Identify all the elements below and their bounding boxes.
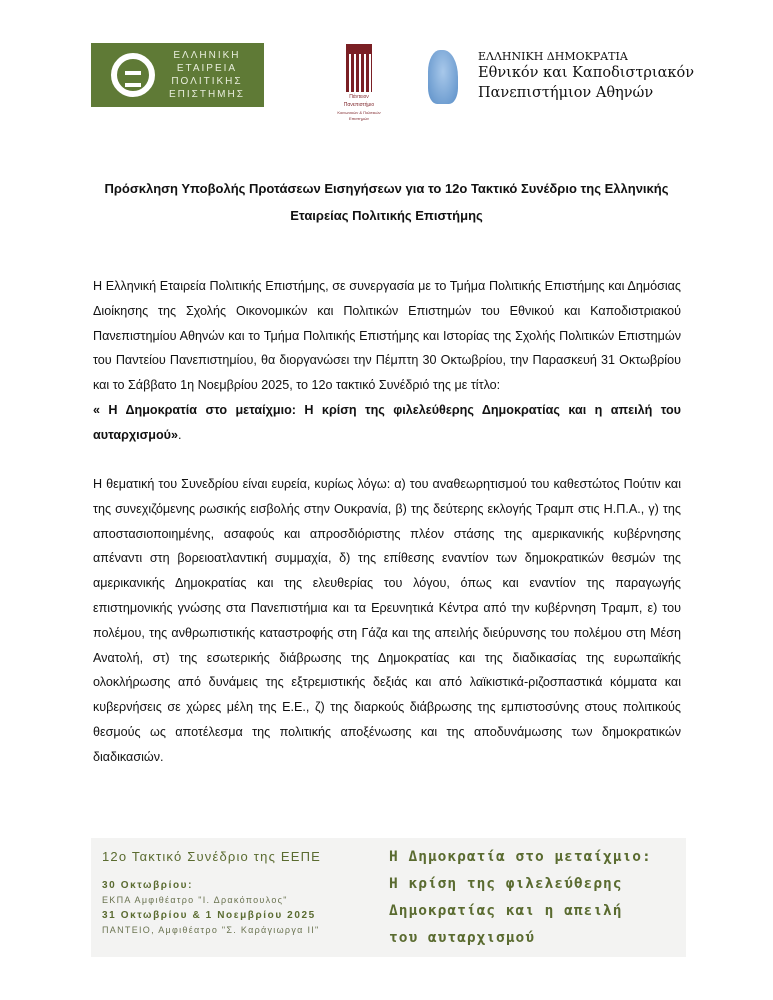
logo-line: Πάντειον — [349, 94, 369, 100]
themes-paragraph: Η θεματική του Συνεδρίου είναι ευρεία, κυρίως λόγω: α) του αναθεωρητισμού του καθεστώτος Πούτιν και της συνεχιζόμενης ρωσικής εισβολής στην Ουκρανία, β) της δεύτερης εκλογής Τραμπ στις Η.Π.Α., γ) της αποστασιοποιημένης, ασαφούς και απροσδιόριστης πλέον στάσης της αμερικανικής κυβέρνησης απέναντι στη βορειοατλαντική συμμαχία, δ) της επίθεσης εναντίον των δημοκρατικών θεσμών της αμερικανικής Δημοκρατίας και της ελευθερίας του λόγου, όπως και εναντίον της παραγωγής επιστημονικής γνώσης στα Πανεπιστήμια και τα Ερευνητικά Κέντρα από την κυβέρνηση Τραμπ, ε) του πολέμου, της ανθρωπιστικής καταστροφής στη Γάζα και της απειλής διεύρυνσης του πολέμου στη Μέση Ανατολή, στ) της εσωτερικής διάβρωσης της Δημοκρατίας και της διαδικασίας της ευρωπαϊκής ολοκλήρωσης από δυνάμεις της εξτρεμιστικής δεξιάς και από λαϊκιστικά-ριζοσπαστικά κόμματα και κυβερνήσεις σε χώρες μέλη της Ε.Ε., ζ) της διαρκούς διάβρωσης της εμπιστοσύνης στους πολιτικούς θεσμούς ως αποτέλεσμα της πολιτικής αποξένωσης και της αποδυνάμωσης των δημοκρατικών διαδικασιών. — [93, 477, 681, 764]
panteion-logo — [328, 44, 390, 122]
intro-paragraph — [93, 274, 681, 448]
theme-line: Δημοκρατίας και η απειλή — [389, 903, 623, 919]
logo-line: ΕΠΙΣΤΗΜΗΣ — [169, 89, 245, 100]
eepe-logo — [91, 43, 264, 107]
logo-line: Εθνικόν και Καποδιστριακόν — [478, 65, 695, 81]
banner-theme — [389, 844, 684, 952]
panteion-emblem-icon — [346, 44, 372, 92]
athena-head-icon — [428, 50, 458, 104]
theme-line: του αυταρχισμού — [389, 930, 535, 946]
banner-venue: ΕΚΠΑ Αμφιθέατρο "Ι. Δρακόπουλος" — [102, 895, 288, 905]
conference-title: « Η Δημοκρατία στο μεταίχμιο: Η κρίση της φιλελεύθερης Δημοκρατίας και η απειλή του αυταρχισμού» — [93, 402, 681, 442]
document-title: Πρόσκληση Υποβολής Προτάσεων Εισηγήσεων για το 12ο Τακτικό Συνέδριο της Ελληνικής Εταιρείας Πολιτικής Επιστήμης — [104, 181, 669, 223]
eepe-logo-text — [169, 49, 245, 101]
banner-heading: 12ο Τακτικό Συνέδριο της ΕΕΠΕ — [102, 849, 322, 864]
theme-line: Η κρίση της φιλελεύθερης — [389, 876, 623, 892]
ekpa-logo — [428, 50, 694, 104]
logo-line: ΕΤΑΙΡΕΙΑ — [176, 63, 238, 74]
logo-line: ΕΛΛΗΝΙΚΗ ΔΗΜΟΚΡΑΤΙΑ — [478, 50, 628, 63]
logo-line: ΕΛΛΗΝΙΚΗ — [173, 50, 241, 61]
logo-line: Πανεπιστήμιον Αθηνών — [478, 85, 654, 101]
conference-banner — [91, 838, 686, 957]
theme-line: Η Δημοκρατία στο μεταίχμιο: — [389, 849, 652, 865]
eepe-emblem-icon — [111, 53, 155, 97]
para-text: Η Ελληνική Εταιρεία Πολιτικής Επιστήμης, σε συνεργασία με το Τμήμα Πολιτικής Επιστήμης και Δημόσιας Διοίκησης της Σχολής Οικονομικών και Πολιτικών Επιστημών του Εθνικού και Καποδιστριακού Πανεπιστημίου Αθηνών και το Τμήμα Πολιτικής Επιστήμης και Ιστορίας της Σχολής Πολιτικών Επιστημών του Παντείου Πανεπιστημίου, θα διοργανώσει την Πέμπτη 30 Οκτωβρίου, την Παρασκευή 31 Οκτωβρίου και το Σάββατο 1η Νοεμβρίου 2025, το 12ο τακτικό Συνέδριό της με τίτλο: — [93, 279, 681, 393]
banner-date: 30 Οκτωβρίου: — [102, 880, 194, 891]
banner-date: 31 Οκτωβρίου & 1 Νοεμβρίου 2025 — [102, 910, 316, 921]
logo-line: Πανεπιστήμιο — [343, 102, 375, 108]
banner-venue: ΠΑΝΤΕΙΟ, Αμφιθέατρο "Σ. Καράγιωργα ΙΙ" — [102, 925, 320, 935]
logo-line: ΠΟΛΙΤΙΚΗΣ — [171, 76, 243, 87]
para-end: . — [177, 427, 182, 442]
logo-line: Κοινωνικών & Πολιτικών Επιστημών — [337, 110, 381, 121]
